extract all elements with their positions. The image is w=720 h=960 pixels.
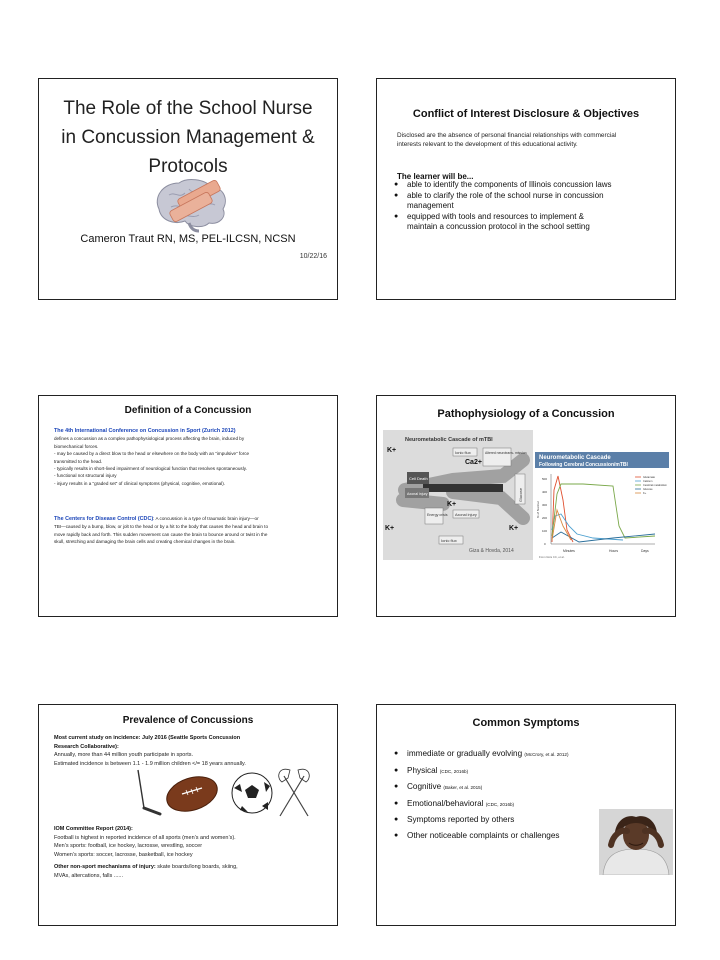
football-icon xyxy=(162,771,221,818)
nonsport-heading: Other non-sport mechanisms of injury: xyxy=(54,864,156,870)
iom-report xyxy=(54,825,327,859)
learner-heading: The learner will be... xyxy=(397,172,474,181)
symptom-citation: (CDC, 2016b) xyxy=(485,801,515,807)
list-item: ● able to identify the components of Illinois concussion laws xyxy=(391,180,667,191)
zurich-heading: The 4th International Conference on Concussion in Sport (Zurich 2012) xyxy=(54,428,236,434)
list-item xyxy=(391,828,569,844)
x-axis-label: Days xyxy=(641,549,649,553)
sports-equipment-icon xyxy=(134,768,312,818)
y-tick-label: 200 xyxy=(542,516,548,520)
calcium-label: Ca2+ xyxy=(465,459,482,466)
list-item xyxy=(391,796,569,813)
list-item xyxy=(391,746,569,763)
list-item: ● able to clarify the role of the school nurse in concussion xyxy=(391,191,667,202)
objectives-list xyxy=(391,180,667,233)
nonsport-line: skate boards/long boards, skiing, xyxy=(155,864,238,870)
neurometabolic-cascade-figure xyxy=(383,430,669,600)
study-heading: Most current study on incidence: July 2016 (Seattle Sports Concussion xyxy=(54,735,241,741)
symptom-text: Cognitive xyxy=(407,782,444,791)
presentation-title xyxy=(39,94,337,181)
slide-title xyxy=(38,78,338,300)
headache-person-icon xyxy=(599,809,673,875)
list-item xyxy=(391,779,569,796)
symptom-text: Emotional/behavioral xyxy=(407,798,486,808)
cascade-label: Cell Death xyxy=(409,476,428,481)
soccer-ball-icon xyxy=(232,773,272,813)
chart-title: Following Cerebral Concussion/mTBI xyxy=(539,462,628,468)
nonsport-line: MVAs, altercations, falls ...... xyxy=(54,872,123,879)
potassium-label: K+ xyxy=(387,447,397,454)
legend-label: K+ xyxy=(643,492,647,495)
potassium-label: K+ xyxy=(447,501,457,508)
chart-source: From Giza CC, et al. xyxy=(539,555,565,559)
slide-pathophysiology xyxy=(376,395,676,617)
figure-citation: Giza & Hovda, 2014 xyxy=(469,548,514,554)
cascade-caption: Neurometabolic Cascade of mTBI xyxy=(405,437,493,443)
y-tick-label: 0 xyxy=(544,542,546,546)
study-line: Estimated incidence is between 1.1 - 1.9 million children </= 18 years annually. xyxy=(54,760,246,767)
list-item: maintain a concussion protocol in the school setting xyxy=(407,222,590,231)
incidence-study xyxy=(54,734,327,768)
hockey-stick-icon xyxy=(138,770,160,814)
definition-line: - may be caused by a direct blow to the head or elsewhere on the body with an “impulsive” force xyxy=(54,451,250,457)
symptom-text: immediate or gradually evolving xyxy=(407,749,525,758)
symptoms-list xyxy=(391,746,569,843)
presentation-date: 10/22/16 xyxy=(299,253,327,260)
y-tick-label: 500 xyxy=(542,477,548,481)
chart-title: Neurometabolic Cascade xyxy=(539,455,611,461)
definition-line: - injury results in a “graded set” of clinical symptoms (physical, cognitive, emotional). xyxy=(54,480,226,486)
cascade-label: Energy crisis xyxy=(427,513,448,517)
disclosure-line: Disclosed are the absence of personal financial relationships with commercial xyxy=(397,132,617,139)
iom-line: Women’s sports: soccer, lacrosse, basketball, ice hockey xyxy=(54,851,193,858)
definition-line: TBI—caused by a bump, blow, or jolt to the head or by a hit to the body that causes the head and brain to xyxy=(54,524,268,530)
study-line: Annually, more than 44 million youth participate in sports. xyxy=(54,752,193,758)
slide-title-text: Common Symptoms xyxy=(472,717,580,729)
definition-line: defines a concussion as a complex pathophysiological process affecting the brain, induced by xyxy=(54,436,245,442)
slide-title-text: Conflict of Interest Disclosure & Objectives xyxy=(412,108,640,120)
author-name: Cameron Traut RN, MS, PEL-ILCSN, NCSN xyxy=(80,233,296,245)
zurich-definition xyxy=(54,428,325,487)
potassium-label: K+ xyxy=(509,525,519,532)
list-item: ● equipped with tools and resources to implement & xyxy=(391,212,667,223)
x-axis-label: Hours xyxy=(609,549,619,553)
iom-line: Football is highest in reported incidence of all sports (men’s and women’s). xyxy=(54,834,236,841)
symptom-text: Other noticeable complaints or challenges xyxy=(407,830,560,840)
definition-line: skull, stretching and damaging the brain cells and creating chemical changes in the brain. xyxy=(54,539,236,545)
legend-label: Cerebral metabolism xyxy=(643,484,667,487)
iom-line: Men’s sports: football, ice hockey, lacrosse, wrestling, soccer xyxy=(54,843,203,849)
legend-label: Calcium xyxy=(643,480,653,483)
legend-label: Glutamate xyxy=(643,476,655,479)
title-line: The Role of the School Nurse xyxy=(63,98,313,119)
slide-prevalence xyxy=(38,704,338,926)
cascade-label: Glucose xyxy=(519,488,523,502)
y-tick-label: 400 xyxy=(542,490,548,494)
non-sport-mechanisms xyxy=(54,863,327,880)
slide-title-text: Definition of a Concussion xyxy=(124,405,252,416)
symptom-text: Symptoms reported by others xyxy=(407,815,515,824)
y-tick-label: 300 xyxy=(542,503,548,507)
potassium-label: K+ xyxy=(385,525,395,532)
iom-heading: IOM Committee Report (2014): xyxy=(54,826,133,832)
disclosure-line: interests relevant to the development of this educational activity. xyxy=(397,141,578,148)
y-tick-label: 100 xyxy=(542,529,548,533)
definition-line: - typically results in short-lived impairment of neurological function that resolves spontaneously. xyxy=(54,466,247,472)
cdc-definition xyxy=(54,515,325,546)
definition-line: - functional not structural injury xyxy=(54,473,117,479)
cascade-label: Ionic flux xyxy=(441,538,457,543)
cascade-label: Ionic flux xyxy=(455,450,471,455)
chart-y-label: % of Normal xyxy=(536,501,540,518)
cascade-label: Axonal injury xyxy=(407,492,428,496)
symptom-citation: (CDC, 2016b) xyxy=(439,768,469,774)
list-item xyxy=(391,763,569,780)
bandaged-brain-icon xyxy=(149,175,231,233)
symptom-text: Physical xyxy=(407,765,440,775)
study-heading: Research Collaborative): xyxy=(54,743,119,750)
slide-title-text: Pathophysiology of a Concussion xyxy=(437,408,615,420)
cascade-label: Altered neurotrans- mission xyxy=(485,451,527,455)
disclosure-text xyxy=(397,131,665,149)
list-item: management xyxy=(407,201,454,210)
list-item xyxy=(391,812,569,828)
cascade-label: Axonal injury xyxy=(455,513,477,517)
definition-line: : A concussion is a type of traumatic brain injury—or xyxy=(153,516,259,521)
legend-label: Glucose xyxy=(643,488,653,491)
x-axis-label: Minutes xyxy=(563,549,575,553)
slide-title-text: Prevalence of Concussions xyxy=(122,715,254,726)
cdc-heading: The Centers for Disease Control (CDC) xyxy=(54,516,154,522)
definition-line: move rapidly back and forth. This sudden movement can cause the brain to bounce around or twist in the xyxy=(54,531,268,537)
lacrosse-sticks-icon xyxy=(279,769,310,816)
title-line: in Concussion Management & xyxy=(61,127,315,148)
definition-line: biomechanical forces. xyxy=(54,443,99,449)
symptom-citation: (Baker, et al. 2015) xyxy=(443,785,483,790)
symptom-citation: (McCrory, et al. 2012) xyxy=(524,752,569,757)
slide-disclosure-objectives xyxy=(376,78,676,300)
title-line: Protocols xyxy=(148,156,228,177)
slide-common-symptoms xyxy=(376,704,676,926)
slide-definition xyxy=(38,395,338,617)
definition-line: transmitted to the head. xyxy=(54,458,103,464)
